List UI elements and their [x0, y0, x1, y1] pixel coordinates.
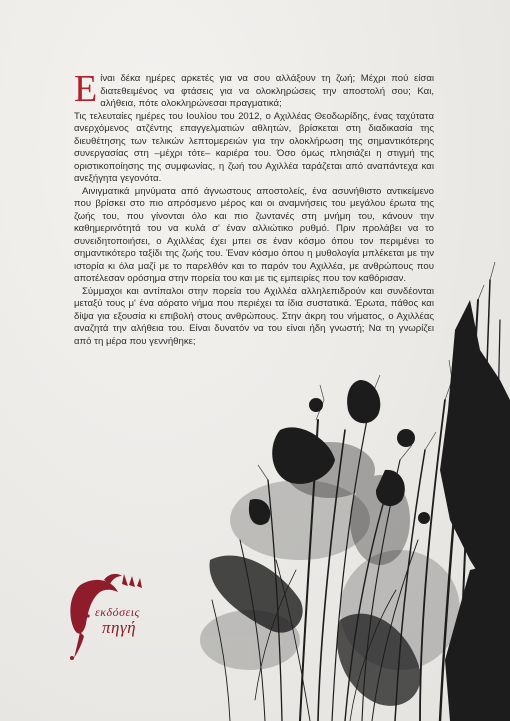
paragraph-2: Τις τελευταίες ημέρες του Ιουλίου του 2012, ο Αχιλλέας Θεοδωρίδης, ένας ταχύτατα ανερχόμενος ατζέντης επαγγελματιών αθλητών, βρίσκεται στη διαδικασία της διευθέτησης των τελικών λεπτομερειών για την ολοκλήρωση της σημαντικότερης συνεργασίας στη –μέχρι τότε– καριέρα του. Όσο όμως πλησιάζει η στιγμή της οριστικοποίησης της συμφωνίας, η ζωή του Αχιλλέα ταράζεται από αναπάντεχα και ανεξήγητα γεγονότα. [74, 110, 434, 184]
publisher-name-line1: εκδόσεις [95, 605, 140, 619]
paragraph-4: Σύμμαχοι και αντίπαλοι στην πορεία του Αχιλλέα αλληλεπιδρούν και συνδέονται μεταξύ τους μ' ένα αόρατο νήμα που περιέχει τα ίδια συστατικά. Έρωτα, πάθος και δίψα για εξουσία κι επιβολή στους ανθρώπους. Στην άκρη του νήματος, ο Αχιλλέας αναζητά την αλήθεια του. Είναι δυνατόν να του είναι ήδη γνωστή; Να τη γνωρίζει από τη μέρα που γεννήθηκε; [74, 285, 434, 347]
synopsis-text [74, 68, 434, 348]
drop-cap-letter: Ε [74, 68, 98, 110]
publisher-name-line2: πηγή [102, 618, 137, 637]
paragraph-1: Είναι δέκα ημέρες αρκετές για να σου αλλάξουν τη ζωή; Μέχρι πού είσαι διατεθειμένος να φτάσεις για να ολοκληρώσεις την αποστολή σου; Και, αλήθεια, πότε ολοκληρώνεσαι πραγματικά; [74, 68, 434, 110]
paragraph-3: Αινιγματικά μηνύματα από άγνωστους αποστολείς, ένα ασυνήθιστο αντικείμενο που βρίσκει στο πιο απρόσμενο μέρος και οι αναμνήσεις του μεγάλου έρωτα της ζωής του, που γίνονται όλο και πιο ζωντανές στη μνήμη του, κάνουν την καθημερινότητά του να κυλά σ' έναν αλλιώτικο ρυθμό. Πριν προλάβει να το συνειδητοποιήσει, ο Αχιλλέας έχει μπει σε έναν κόσμο όπου τον περιμένει το σημαντικότερο ταξίδι της ζωής του. Έναν κόσμο όπου η μυθολογία μπλέκεται με την ιστορία κι όλα μαζί με το παρελθόν και το παρόν του Αχιλλέα, με ανθρώπους που αποτέλεσαν ορόσημα στην πορεία του και με τις εμπειρίες που τον καθόρισαν. [74, 185, 434, 284]
